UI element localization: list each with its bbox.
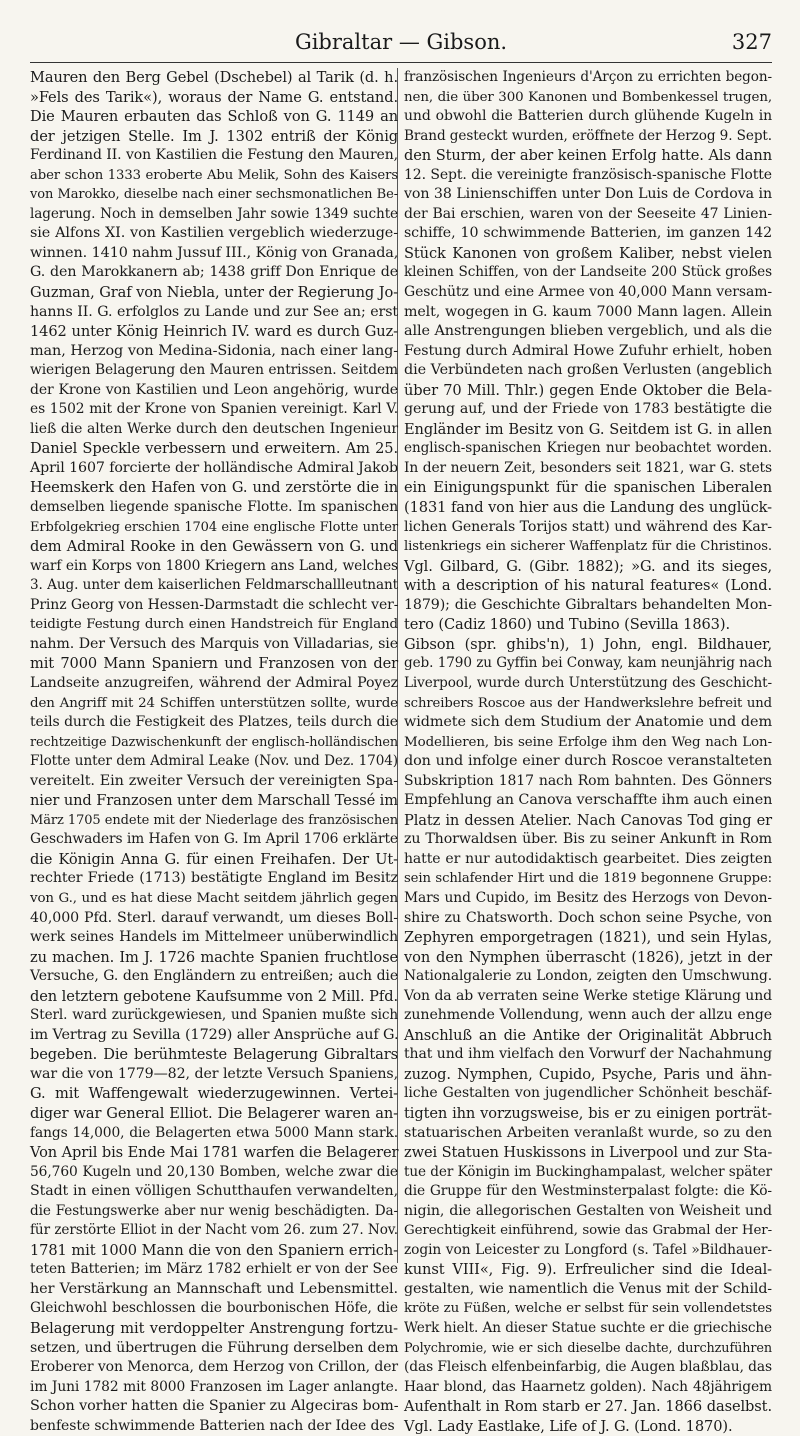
text-line: man, Herzog von Medina-Sidonia, nach einer lang- (30, 342, 398, 359)
text-line: shire zu Chatsworth. Doch schon seine Psyche, von (404, 909, 772, 926)
text-line: werk seines Handels im Mittelmeer unüberwindlich (30, 929, 398, 946)
text-line: 1781 mit 1000 Mann die von den Spaniern errich- (30, 1241, 398, 1259)
text-line: G. den Marokkanern ab; 1438 griff Don Enrique de (30, 264, 398, 281)
text-line: Die Mauren erbauten das Schloß von G. 1149 an (30, 108, 398, 126)
text-line: Vgl. Gilbard, G. (Gibr. 1882); »G. and its sieges, (404, 557, 772, 575)
text-line: Sterl. ward zurückgewiesen, und Spanien mußte sich (30, 1007, 398, 1024)
text-line: »Fels des Tarik«), woraus der Name G. entstand. (30, 88, 398, 106)
text-line: und obwohl die Batterien durch glühende Kugeln in (404, 108, 772, 125)
text-line: demselben liegende spanische Flotte. Im spanischen (30, 499, 398, 516)
text-line: Guzman, Graf von Niebla, unter der Regierung Jo- (30, 284, 398, 302)
text-line: sie Alfons XI. von Kastilien vergeblich wiederzuge- (30, 225, 398, 242)
text-line: tue der Königin im Buckinghampalast, welcher später (404, 1163, 772, 1180)
text-line: Eroberer von Menorca, dem Herzog von Crillon, der (30, 1359, 398, 1376)
text-line: benfeste schwimmende Batterien nach der Idee des (30, 1417, 395, 1434)
text-line: zu Thorwaldsen über. Bis zu seiner Ankunft in Rom (404, 831, 772, 848)
text-line: Flotte unter dem Admiral Leake (Nov. und Dez. 1704) (30, 753, 398, 770)
text-line: von den Nymphen überrascht (1826), jetzt in der (404, 948, 772, 966)
text-line: alle Anstrengungen blieben vergeblich, und als die (404, 323, 772, 340)
text-line: geb. 1790 zu Gyffin bei Conway, kam neunjährig nach (404, 655, 772, 672)
text-line: Prinz Georg von Hessen-Darmstadt die schlecht ver- (30, 596, 399, 613)
text-line: April 1607 forcierte der holländische Admiral Jakob (30, 459, 399, 476)
text-line: Platz in dessen Atelier. Nach Canovas Tod ging er (404, 811, 772, 829)
text-line: kleinen Schiffen, von der Landseite 200 Stück großes (404, 264, 772, 281)
text-line: Ferdinand II. von Kastilien die Festung den Mauren, (30, 147, 398, 164)
text-line: Empfehlung an Canova verschaffte ihm auch einen (404, 792, 773, 809)
text-line: 3. Aug. unter dem kaiserlichen Feldmarschallleutnant (30, 577, 398, 594)
text-line: März 1705 endete mit der Niederlage des französischen (30, 812, 398, 828)
text-line: Brand gesteckt wurden, eröffnete der Herzog 9. Sept. (404, 127, 772, 144)
text-line: Zephyren emporgetragen (1821), und sein Hylas, (404, 929, 772, 947)
page-number: 327 (731, 30, 772, 54)
text-line: Liverpool, wurde durch Unterstützung des Geschicht- (404, 674, 772, 691)
text-line: den letztern gebotene Kaufsumme von 2 Mill. Pfd. (30, 987, 398, 1005)
text-line: rechtzeitige Dazwischenkunft der englisch-holländischen (30, 734, 398, 750)
text-line: nen, die über 300 Kanonen und Bombenkessel trugen, (404, 89, 772, 105)
text-line: Subskription 1817 nach Rom bahnten. Des Gönners (404, 772, 772, 789)
text-line: warf ein Korps von 1800 Kriegern ans Land, welches (30, 557, 398, 574)
text-line: (das Fleisch elfenbeinfarbig, die Augen blaßblau, das (404, 1359, 772, 1376)
text-line: hatte er nur autodidaktisch gearbeitet. Dies zeigten (404, 850, 772, 867)
text-line: teidigte Festung durch einen Handstreich für England (30, 617, 398, 633)
text-line: diger war General Elliot. Die Belagerer waren an- (30, 1104, 398, 1122)
text-line: zogin von Leicester zu Longford (s. Tafel »Bildhauer- (404, 1241, 772, 1258)
text-line: tigten ihn vorzugsweise, bis er zu einigen porträt- (404, 1104, 772, 1122)
text-line: Aufenthalt in Rom starb er 27. Jan. 1866 daselbst. (404, 1398, 772, 1416)
text-line: der Bai erschien, waren von der Seeseite 47 Linien- (404, 205, 772, 222)
text-line: Mauren den Berg Gebel (Dschebel) al Tarik (d. h. (30, 69, 398, 86)
text-line: her Verstärkung an Mannschaft und Lebensmittel. (30, 1280, 398, 1297)
text-line: Mars und Cupido, im Besitz des Herzogs von Devon- (404, 889, 772, 906)
text-line: zwei Statuen Huskissons in Liverpool und zur Sta- (404, 1144, 773, 1162)
text-line: Werk hielt. An dieser Statue suchte er die griechische (404, 1320, 772, 1336)
header-rule (30, 62, 772, 63)
text-line: Schon vorher hatten die Spanier zu Algeciras bom- (30, 1398, 399, 1415)
text-line: wierigen Belagerung den Mauren entrissen. Seitdem (30, 362, 398, 379)
text-line: über 70 Mill. Thlr.) gegen Ende Oktober die Bela- (404, 381, 772, 399)
text-line: dem Admiral Rooke in den Gewässern von G. und (30, 538, 398, 556)
text-line: von G., und es hat diese Macht seitdem jährlich gegen (30, 890, 398, 906)
text-line: winnen. 1410 nahm Jussuf III., König von Granada, (30, 244, 399, 261)
text-line: hanns II. G. erfolglos zu Lande und zur See an; erst (30, 303, 398, 320)
text-line: ließ die alten Werke durch den deutschen Ingenieur (30, 420, 398, 437)
text-line: Nationalgalerie zu London, zeigten den Umschwung. (404, 968, 772, 985)
text-line: schiffe, 10 schwimmende Batterien, im ganzen 142 (404, 225, 772, 242)
text-line: nier und Franzosen unter dem Marschall Tessé im (30, 792, 398, 810)
text-line: Geschütz und eine Armee von 40,000 Mann versam- (404, 284, 772, 301)
text-line: von 38 Linienschiffen unter Don Luis de Cordova in (404, 186, 772, 203)
text-line: ein Einigungspunkt für die spanischen Liberalen (404, 479, 772, 497)
text-line: lichen Generals Torijos statt) und während des Kar- (404, 518, 772, 535)
text-line: mit 7000 Mann Spaniern und Franzosen von der (30, 655, 398, 673)
text-line: don und infolge einer durch Roscoe veranstalteten (404, 753, 772, 770)
text-line: gerung auf, und der Friede von 1783 bestätigte die (404, 401, 772, 418)
text-line: teils durch die Festigkeit des Platzes, teils durch die (30, 714, 398, 731)
text-line: zuzog. Nymphen, Cupido, Psyche, Paris und ähn- (404, 1065, 772, 1083)
text-line: zu machen. Im J. 1726 machte Spanien fruchtlose (30, 948, 398, 966)
text-line: Vgl. Lady Eastlake, Life of J. G. (Lond. 1870). (404, 1417, 733, 1435)
text-line: 56,760 Kugeln und 20,130 Bomben, welche zwar die (30, 1163, 398, 1180)
text-line: Daniel Speckle verbessern und erweitern. Am 25. (30, 440, 398, 458)
text-line: nahm. Der Versuch des Marquis von Villadarias, sie (30, 635, 398, 652)
text-line: Haar blond, das Haarnetz golden). Nach 48jährigem (404, 1378, 772, 1395)
text-line: tero (Cadiz 1860) und Tubino (Sevilla 1863). (404, 616, 731, 634)
text-line: der Krone von Kastilien und Leon angehörig, wurde (30, 381, 398, 398)
text-line: Geschwaders im Hafen von G. Im April 1706 erklärte (30, 831, 398, 848)
text-line: die Königin Anna G. für einen Freihafen. Der Ut- (30, 850, 398, 868)
text-line: 40,000 Pfd. Sterl. darauf verwandt, um dieses Boll- (30, 909, 398, 926)
right-column (404, 68, 773, 1435)
text-line: 1462 unter König Heinrich IV. ward es durch Guz- (30, 323, 398, 341)
text-line: Polychromie, wie er sich dieselbe dachte, durchzuführen (404, 1340, 772, 1356)
text-line: Von da ab verraten seine Werke stetige Klärung und (404, 987, 772, 1004)
text-line: die Gruppe für den Westminsterpalast folgte: die Kö- (404, 1183, 772, 1200)
text-line: Heemskerk den Hafen von G. und zerstörte die in (30, 479, 398, 497)
text-line: den Angriff mit 24 Schiffen unterstützen sollte, wurde (30, 695, 398, 711)
text-line: es 1502 mit der Krone von Spanien vereinigt. Karl V. (30, 401, 398, 418)
text-line: englisch-spanischen Kriegen nur beobachtet worden. (404, 440, 772, 457)
text-line: war die von 1779—82, der letzte Versuch Spaniens, (30, 1065, 398, 1082)
text-line: Gleichwohl beschlossen die bourbonischen Höfe, die (30, 1300, 398, 1317)
text-line: melt, wogegen in G. kaum 7000 Mann lagen. Allein (404, 303, 772, 320)
text-line: statuarischen Arbeiten veranlaßt wurde, so zu den (404, 1124, 772, 1141)
text-line: 12. Sept. die vereinigte französisch-spanische Flotte (404, 166, 772, 183)
text-line: französischen Ingenieurs d'Arçon zu errichten begon- (404, 69, 772, 85)
text-line: schreibers Roscoe aus der Handwerkslehre befreit und (404, 695, 772, 711)
text-line: Gerechtigkeit einführend, sowie das Grabmal der Her- (404, 1223, 772, 1239)
text-line: rechter Friede (1713) bestätigte England im Besitz (30, 870, 398, 887)
text-line: Gibson (spr. ghibs'n), 1) John, engl. Bildhauer, (404, 635, 772, 653)
text-line: G. mit Waffengewalt wiederzugewinnen. Vertei- (30, 1085, 398, 1103)
text-line: Versuche, G. den Engländern zu entreißen; auch die (30, 968, 398, 985)
text-line: aber schon 1333 eroberte Abu Melik, Sohn des Kaisers (30, 167, 398, 183)
text-line: sein schlafender Hirt und die 1819 begonnene Gruppe: (404, 871, 772, 887)
text-line: (1831 fand von hier aus die Landung des unglück- (404, 499, 772, 517)
text-line: zunehmende Vollendung, wenn auch der allzu enge (404, 1007, 772, 1024)
text-line: In der neuern Zeit, besonders seit 1821, war G. stets (404, 459, 772, 476)
text-line: widmete sich dem Studium der Anatomie und dem (404, 714, 772, 731)
text-line: setzen, und übertrugen die Führung derselben dem (30, 1339, 399, 1356)
text-line: Von April bis Ende Mai 1781 warfen die Belagerer (30, 1144, 399, 1162)
text-line: der jetzigen Stelle. Im J. 1302 entriß der König (30, 127, 398, 145)
text-line: den Sturm, der aber keinen Erfolg hatte. Als dann (404, 147, 772, 165)
text-line: im Juni 1782 mit 8000 Franzosen im Lager anlangte. (30, 1378, 398, 1395)
text-line: vereitelt. Ein zweiter Versuch der vereinigten Spa- (30, 772, 398, 789)
text-line: lagerung. Noch in demselben Jahr sowie 1349 suchte (30, 205, 398, 222)
text-line: Stück Kanonen von großem Kaliber, nebst vielen (404, 244, 772, 262)
text-line: nigin, die allegorischen Gestalten von Weisheit und (404, 1202, 772, 1219)
text-line: kröte zu Füßen, welche er selbst für sein vollendetstes (404, 1301, 772, 1317)
text-line: gestalten, wie namentlich die Venus mit der Schild- (404, 1280, 772, 1297)
text-line: die Festungswerke aber nur wenig beschädigten. Da- (30, 1202, 398, 1219)
text-line: Landseite anzugreifen, während der Admiral Poyez (30, 674, 398, 691)
text-line: fangs 14,000, die Belagerten etwa 5000 Mann stark. (30, 1124, 398, 1141)
text-line: begeben. Die berühmteste Belagerung Gibraltars (30, 1046, 398, 1064)
running-header (30, 28, 772, 62)
text-line: die Verbündeten nach großen Verlusten (angeblich (404, 362, 772, 379)
text-line: Festung durch Admiral Howe Zufuhr erhielt, hoben (404, 342, 772, 359)
left-column (30, 68, 399, 1434)
text-line: Anschluß an die Antike der Originalität Abbruch (404, 1026, 772, 1044)
text-line: 1879); die Geschichte Gibraltars behandelten Mon- (404, 596, 772, 613)
text-line: für zerstörte Elliot in der Nacht vom 26. zum 27. Nov. (30, 1222, 398, 1239)
text-line: Stadt in einen völligen Schutthaufen verwandelten, (30, 1183, 398, 1200)
text-line: with a description of his natural features« (Lond. (404, 577, 772, 595)
text-line: Modellieren, bis seine Erfolge ihm den Weg nach Lon- (404, 734, 772, 750)
text-line: that und ihm vielfach den Vorwurf der Nachahmung (404, 1046, 772, 1063)
text-line: Belagerung mit verdoppelter Anstrengung fortzu- (30, 1320, 398, 1337)
text-line: listenkriegs ein sicherer Waffenplatz für die Christinos. (404, 539, 772, 555)
text-line: liche Gestalten von jugendlicher Schönheit beschäf- (404, 1085, 772, 1102)
text-line: Engländer im Besitz von G. Seitdem ist G. in allen (404, 420, 772, 438)
text-line: Erbfolgekrieg erschien 1704 eine englische Flotte unter (30, 519, 398, 535)
text-line: im Vertrag zu Sevilla (1729) aller Ansprüche auf G. (30, 1026, 399, 1043)
text-line: kunst VIII«, Fig. 9). Erfreulicher sind die Ideal- (404, 1261, 772, 1279)
text-line: von Marokko, dieselbe nach einer sechsmonatlichen Be- (30, 187, 398, 203)
text-line: teten Batterien; im März 1782 erhielt er von der See (30, 1261, 398, 1278)
page-title: Gibraltar — Gibson. (294, 30, 508, 54)
